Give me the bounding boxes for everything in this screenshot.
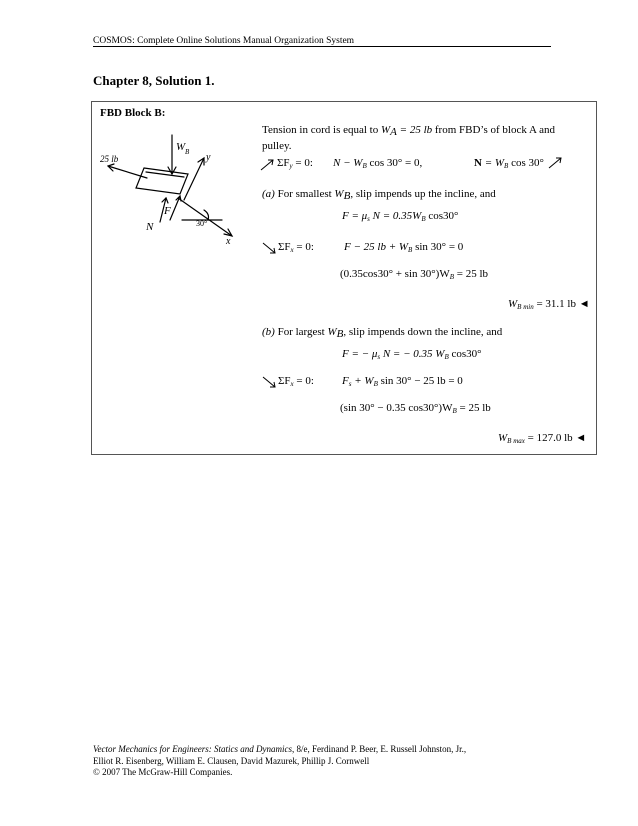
part-b-combined-eq: (sin 30° − 0.35 $\cos 30^\circ)W_B = 25$ lb [340,402,491,415]
y-axis [184,158,204,200]
sketch-angle-label: 30° [196,219,208,228]
part-b-intro: (b) For largest $W_B$, slip impends down the incline, and [262,326,503,340]
sketch-x-label: x [226,236,231,245]
sketch-f-label: F [164,205,171,217]
footer-book-title: Vector Mechanics for Engineers: Statics and Dynamics [93,744,292,754]
footer-copyright: © 2007 The McGraw-Hill Companies. [93,767,233,777]
sketch-25lb-label: 25 lb [100,154,119,164]
sum-fy-label: $\Sigma F_y = 0$: [277,157,313,170]
block-shape [136,168,188,194]
intro-line-2: pulley. [262,140,292,152]
diag-up-right-arrow-icon [260,159,274,171]
part-b-friction-eq: F = − $\mu_s$ N = − 0.35 $W_B$ cos30° [342,348,482,361]
fbd-sketch [100,130,240,245]
part-a-sum-fx-label: $\Sigma F_x = 0$: [278,241,314,254]
sum-fy-equation: $N - W_B$ cos 30° = 0, [333,157,423,170]
part-b-result: $W_{B max} = 127.0$ lb ◄ [498,432,587,445]
chapter-title: Chapter 8, Solution 1. [93,73,215,88]
header-rule [93,46,551,47]
part-b-sum-fx-label: $\Sigma F_x = 0$: [278,375,314,388]
sketch-wb-label: W [176,141,186,153]
diag-down-right-arrow-icon [262,376,276,388]
part-a-result: $W_{B min} = 31.1$ lb ◄ [508,298,590,311]
diag-down-right-arrow-icon [262,242,276,254]
header-text: COSMOS: Complete Online Solutions Manual Organization System [93,36,355,46]
diag-up-right-arrow-icon [548,157,562,169]
x-axis [178,198,232,236]
part-a-intro: (a) For smallest $W_B$, slip impends up the incline, and [262,188,496,202]
part-a-friction-eq: $F = \mu_s$ $N = 0.35W_B$ cos30° [342,210,459,223]
footer-authors-2: Elliot R. Eisenberg, William E. Clausen, David Mazurek, Phillip J. Cornwell [93,755,370,766]
part-b-sum-fx-eq: $F_s + W_B$ sin 30° − 25 lb = 0 [342,375,463,388]
f-arrow [170,196,180,220]
sketch-n-label: N [146,221,154,233]
part-a-combined-eq: $(0.35\cos 30^\circ + \sin 30^\circ)W_B = 25$ lb [340,268,489,281]
footer-citation [93,744,466,779]
normal-force-result: $N = W_B$ cos 30° [474,157,544,170]
fbd-label: FBD Block B: [100,107,166,119]
sketch-y-label: y [206,152,211,163]
intro-line-1: Tension in cord is equal to $W_A = 25$ lb from FBD’s of block A and [262,124,555,138]
sketch-wb-sub: B [185,148,190,156]
tension-arrow [108,166,147,178]
part-a-sum-fx-eq: F − 25 lb + $W_B$ sin 30° = 0 [344,241,464,254]
footer-authors-1: , 8/e, Ferdinand P. Beer, E. Russell Johnston, Jr., [291,744,467,754]
